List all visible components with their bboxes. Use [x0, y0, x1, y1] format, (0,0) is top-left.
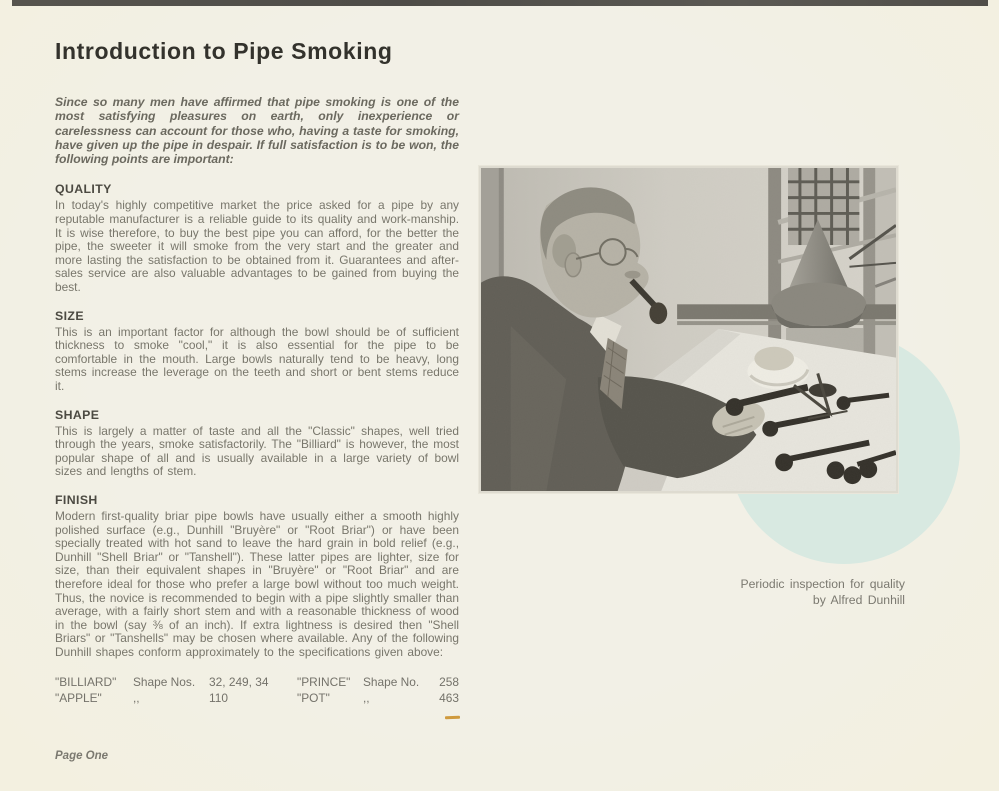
shape-numbers: 463 [439, 690, 459, 705]
shape-name: "APPLE" [55, 690, 102, 705]
table-row [55, 690, 459, 706]
shape-label: Shape No. [363, 674, 420, 689]
photo-caption-line1: Periodic inspection for quality [740, 577, 905, 591]
section-size-body: This is an important factor for although the bowl should be of sufficient thickness to smoke "cool," it is also essential for the pipe to be comfortable in the mouth. Large bowls naturally tend to be heavy, long stems increase the leverage on the teeth and short or bent stems reduce it. [55, 324, 459, 394]
orange-printers-mark [445, 716, 460, 720]
shape-label: ,, [363, 690, 370, 705]
shape-numbers: 110 [209, 690, 228, 705]
shape-label: ,, [133, 690, 140, 705]
intro-paragraph: Since so many men have affirmed that pipe smoking is one of the most satisfying pleasures on earth, only inexperience or carelessness can account for those who, having a taste for smoking, have given up the pipe in despair. If full satisfaction is to be won, the following points are important: [55, 95, 459, 167]
section-shape-body: This is largely a matter of taste and all the "Classic" shapes, well tried through the years, smoke satisfactorily. The "Billiard" is however, the most popular shape of all and is usually available in a large variety of bowl sizes and lengths of stem. [55, 423, 459, 479]
section-finish-body: Modern first-quality briar pipe bowls have usually either a smooth highly polished surface (e.g., Dunhill "Bruyère" or "Root Briar") or have been specially treated with hot sand to leave the hard grain in bold relief (e.g., Dunhill "Shell Briar" or "Tanshell"). These latter pipes are lighter, size for size, than their equivalent shapes in "Bruyère" or "Root Briar" and are therefore ideal for those who prefer a large bowl without too much weight. Thus, the novice is recommended to begin with a pipe slightly smaller than average, with a fairly short stem and with a reasonable thickness of wood in the bowl (say ⅜ of an inch). If extra lightness is desired then "Shell Briars" or "Tanshells" may be chosen where available. Any of the following Dunhill shapes conform approximately to the specifications given above: [55, 508, 459, 659]
section-shape-heading: SHAPE [55, 407, 100, 422]
shape-name: "PRINCE" [297, 674, 351, 689]
section-quality-heading: QUALITY [55, 182, 112, 197]
section-size [55, 309, 459, 394]
shape-numbers-table [55, 674, 459, 706]
shape-numbers: 32, 249, 34 [209, 674, 269, 689]
table-row [55, 674, 459, 690]
shape-numbers: 258 [439, 674, 459, 689]
shape-name: "BILLIARD" [55, 674, 117, 689]
page-number: Page One [55, 750, 109, 762]
section-size-heading: SIZE [55, 308, 84, 323]
section-quality [55, 182, 459, 294]
page-title: Introduction to Pipe Smoking [55, 38, 393, 64]
photo-alfred-dunhill [479, 166, 898, 493]
photo-caption [645, 577, 905, 608]
section-quality-body: In today's highly competitive market the price asked for a pipe by any reputable manufacturer is a reliable guide to its quality and work-manship. It is wise therefore, to buy the best pipe you can afford, for the better the pipe, the sweeter it will smoke from the very start and the greater and more lasting the satisfaction to be obtained from it. Guarantees and after-sales service are also valuable advantages to be gained from buying the best. [55, 198, 459, 295]
section-shape [55, 408, 459, 479]
section-finish [55, 493, 459, 660]
shape-label: Shape Nos. [133, 674, 196, 689]
shape-name: "POT" [297, 690, 330, 705]
photo-illustration [481, 168, 896, 491]
text-column [55, 38, 459, 706]
photo-caption-line2: by Alfred Dunhill [812, 592, 905, 607]
section-finish-heading: FINISH [55, 492, 98, 507]
scan-top-edge-strip [12, 0, 988, 6]
